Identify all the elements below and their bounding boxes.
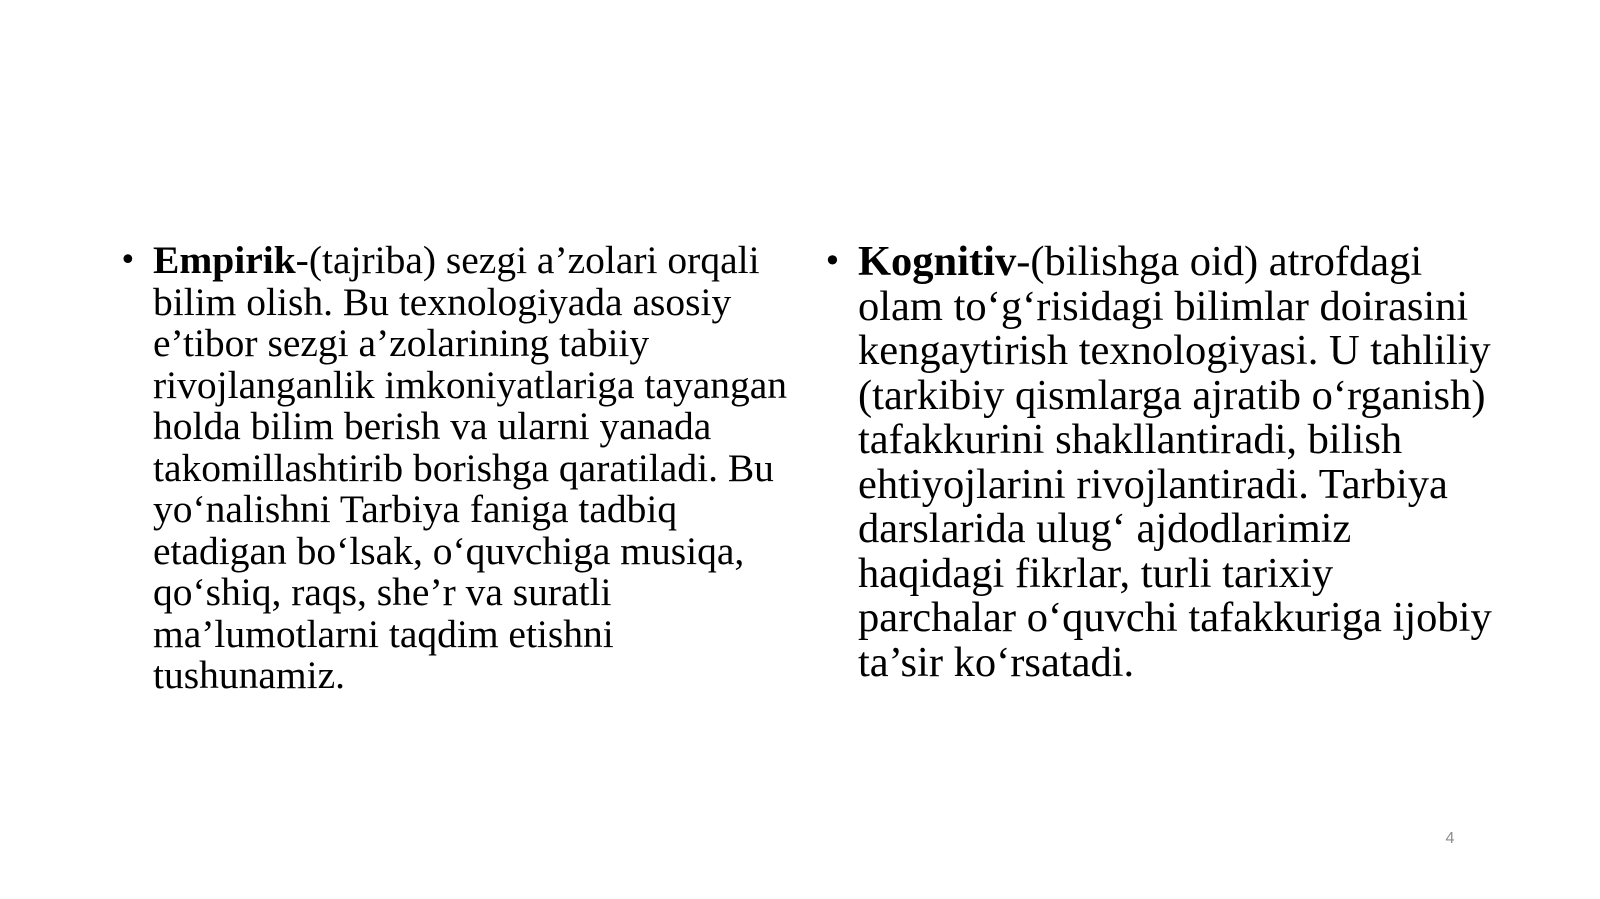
description-empirik: -(tajriba) sezgi a’zolari orqali bilim olish. Bu texnologiyada asosiy e’tibor sezgi a’zolarining tabiiy rivojlanganlik imkoniyatlariga tayangan holda bilim berish va ularni yanada takomillashtirib borishga qaratiladi. Bu yo‘nalishni Tarbiya faniga tadbiq etadigan bo‘lsak, o‘quvchiga musiqa, qo‘shiq, raqs, she’r va suratli ma’lumotlarni taqdim etishni tushunamiz. — [153, 238, 788, 697]
bullet-icon: • — [119, 243, 137, 278]
bullet-item-kognitiv — [823, 240, 1493, 685]
bullet-text-empirik — [153, 240, 794, 697]
page-number: 4 — [1445, 830, 1455, 847]
description-kognitiv: -(bilishga oid) atrofdagi olam to‘g‘risidagi bilimlar doirasini kengaytirish texnologiyasi. U tahliliy (tarkibiy qismlarga ajratib o‘rganish) tafakkurini shakllantiradi, bilish ehtiyojlarini rivojlantiradi. Tarbiya darslarida ulug‘ ajdodlarimiz haqidagi fikrlar, turli tarixiy parchalar o‘quvchi tafakkuriga ijobiy ta’sir ko‘rsatadi. — [858, 238, 1492, 686]
term-empirik: Empirik — [153, 238, 296, 282]
bullet-item-empirik — [119, 240, 794, 697]
bullet-icon: • — [823, 242, 842, 280]
term-kognitiv: Kognitiv — [858, 238, 1017, 285]
bullet-text-kognitiv — [858, 240, 1493, 685]
